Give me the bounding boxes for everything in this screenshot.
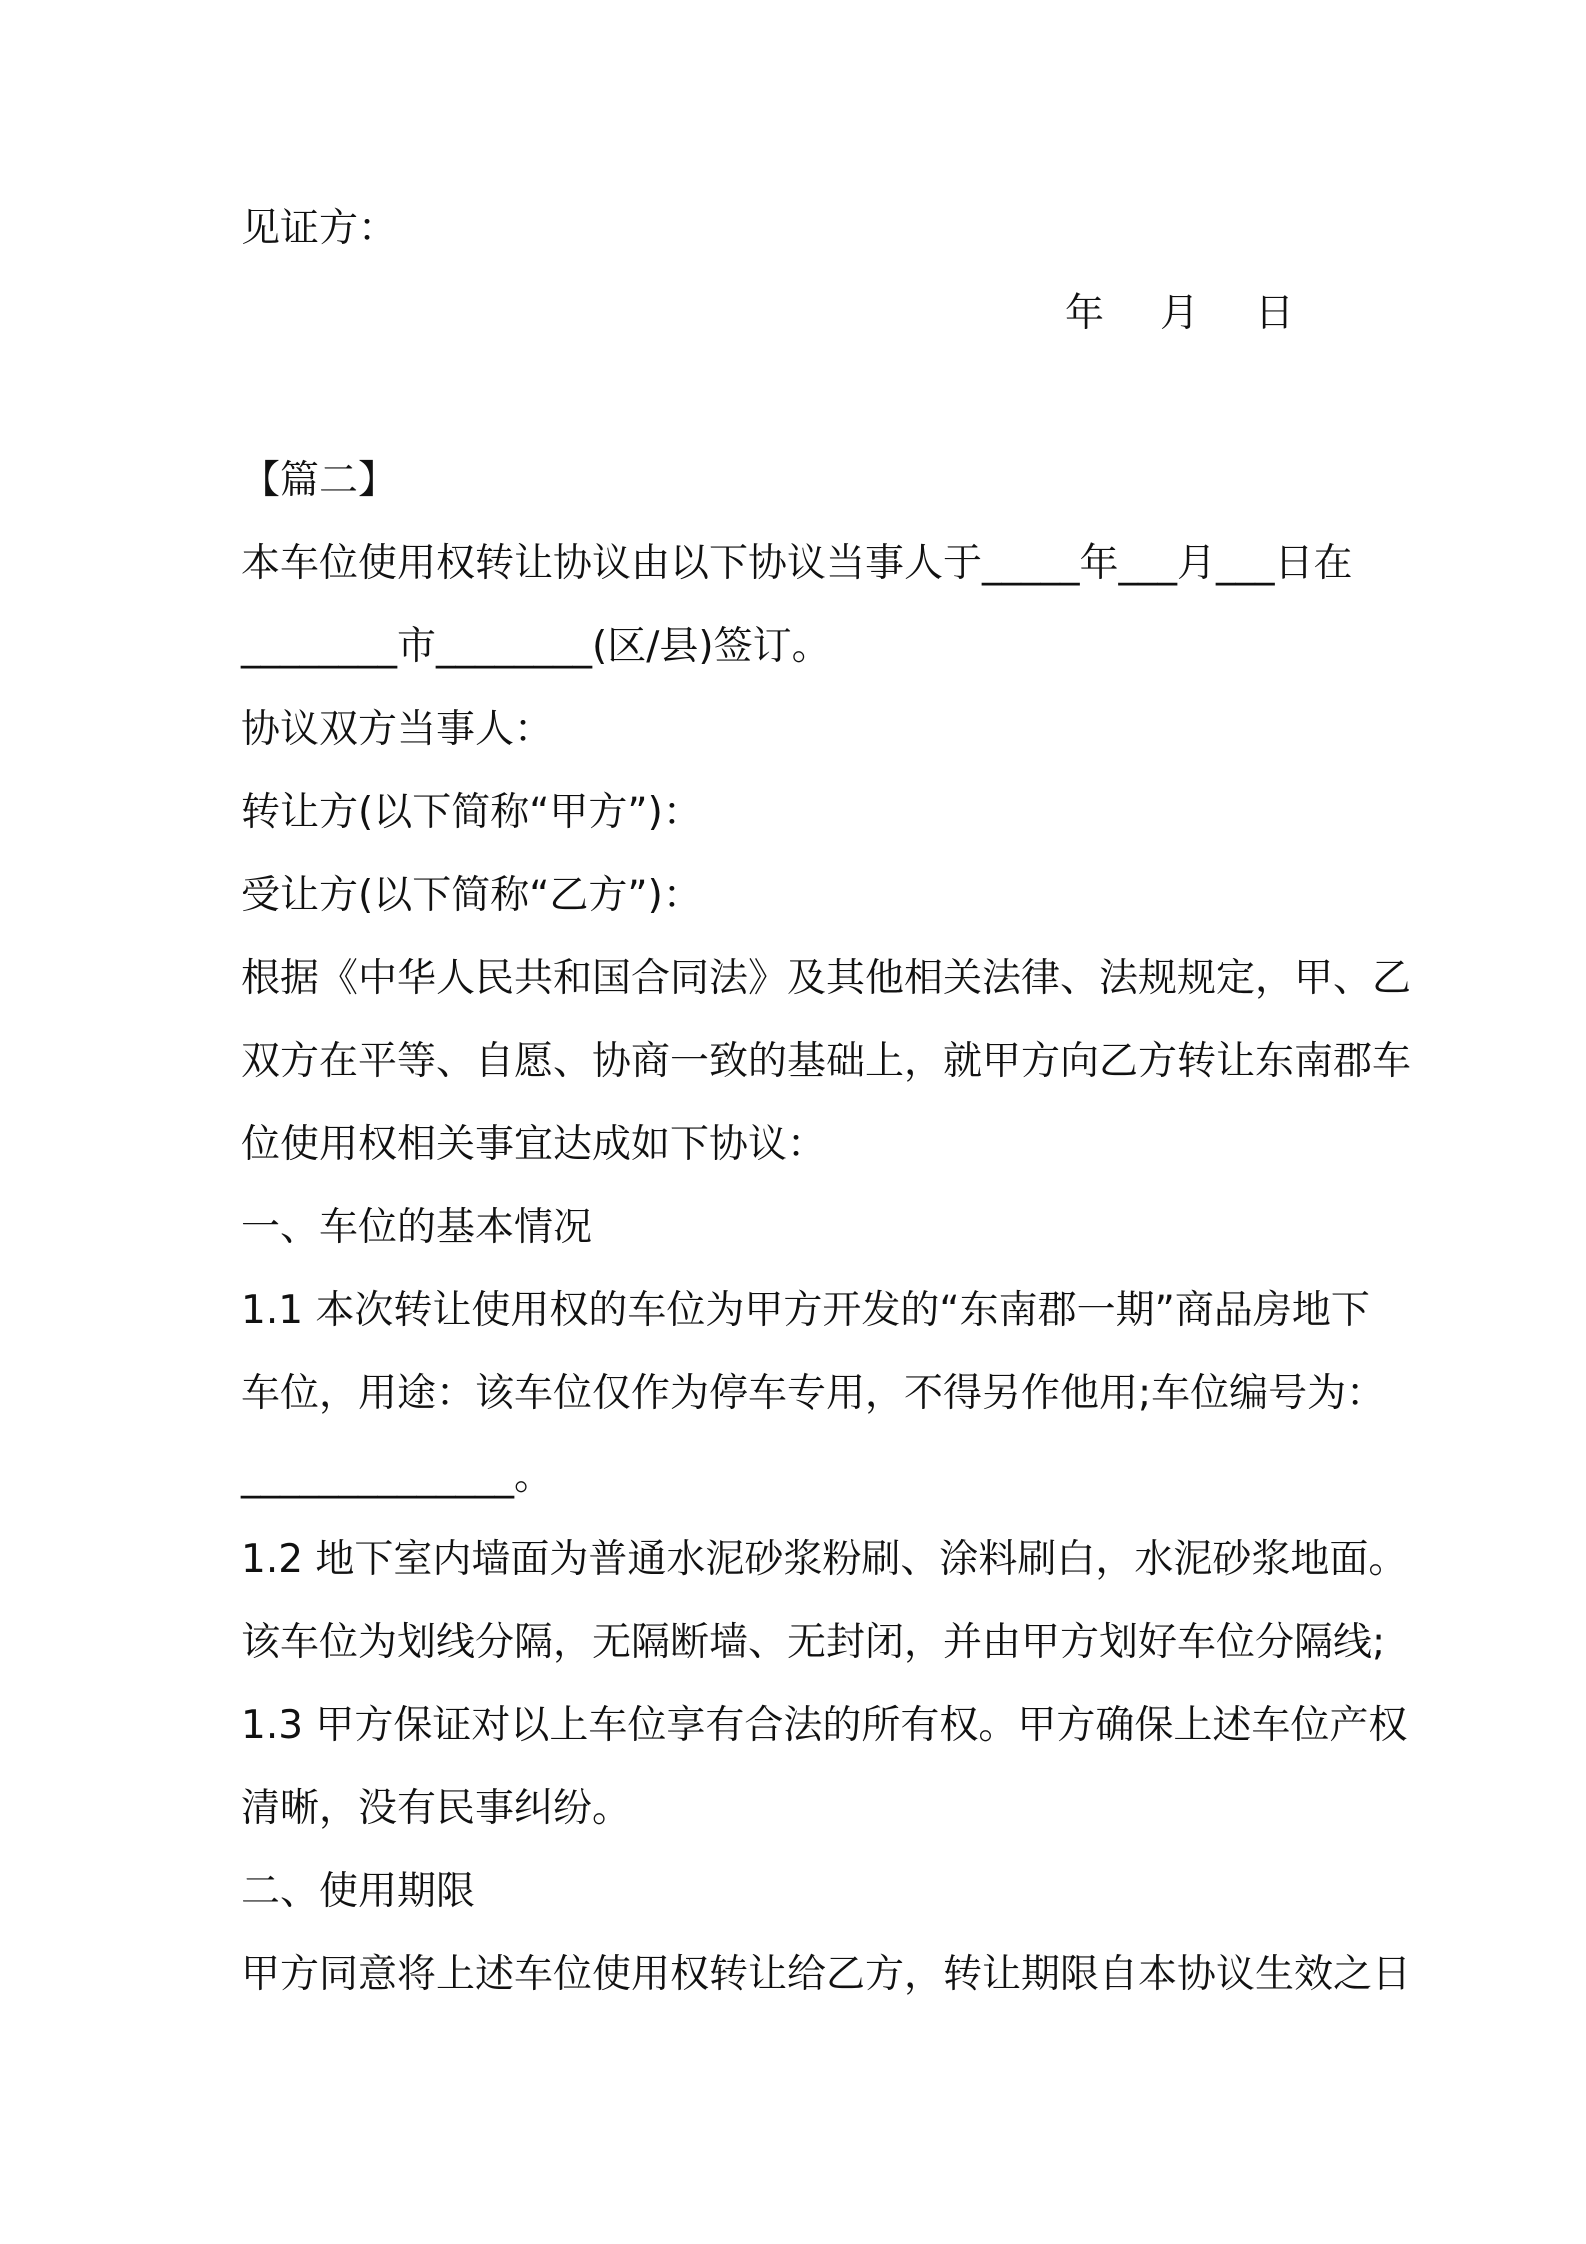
- paragraph-line: 车位，用途：该车位仅作为停车专用，不得另作他用;车位编号为：: [241, 1371, 1386, 1416]
- paragraph-line: 1.1 本次转让使用权的车位为甲方开发的“东南郡一期”商品房地下: [241, 1288, 1370, 1333]
- section-heading: 二、使用期限: [241, 1869, 476, 1914]
- paragraph-line: 甲方同意将上述车位使用权转让给乙方，转让期限自本协议生效之日: [241, 1952, 1412, 1997]
- witness-label: 见证方：: [241, 206, 398, 251]
- paragraph-line: 协议双方当事人：: [241, 707, 554, 752]
- paragraph-line: 转让方(以下简称“甲方”)：: [241, 790, 702, 835]
- paragraph-line: 受让方(以下简称“乙方”)：: [241, 873, 702, 918]
- date-month: 月: [1160, 291, 1200, 336]
- paragraph-line: 1.3 甲方保证对以上车位享有合法的所有权。甲方确保上述车位产权: [241, 1703, 1408, 1748]
- paragraph-line: ______________。: [241, 1454, 554, 1499]
- paragraph-line: ________市________(区/县)签订。: [241, 624, 831, 669]
- paragraph-line: 位使用权相关事宜达成如下协议：: [241, 1122, 827, 1167]
- paragraph-line: 清晰，没有民事纠纷。: [241, 1786, 632, 1831]
- signature-date: [1065, 288, 1294, 340]
- date-year: 年: [1065, 291, 1105, 336]
- paragraph-line: 本车位使用权转让协议由以下协议当事人于_____年___月___日在: [241, 541, 1353, 586]
- section-title: 【篇二】: [241, 458, 398, 503]
- paragraph-line: 双方在平等、自愿、协商一致的基础上，就甲方向乙方转让东南郡车: [241, 1039, 1412, 1084]
- section-heading: 一、车位的基本情况: [241, 1205, 593, 1250]
- paragraph-line: 该车位为划线分隔，无隔断墙、无封闭，并由甲方划好车位分隔线;: [241, 1620, 1386, 1665]
- paragraph-line: 根据《中华人民共和国合同法》及其他相关法律、法规规定，甲、乙: [241, 956, 1412, 1001]
- date-day: 日: [1255, 291, 1295, 336]
- paragraph-line: 1.2 地下室内墙面为普通水泥砂浆粉刷、涂料刷白，水泥砂浆地面。: [241, 1537, 1408, 1582]
